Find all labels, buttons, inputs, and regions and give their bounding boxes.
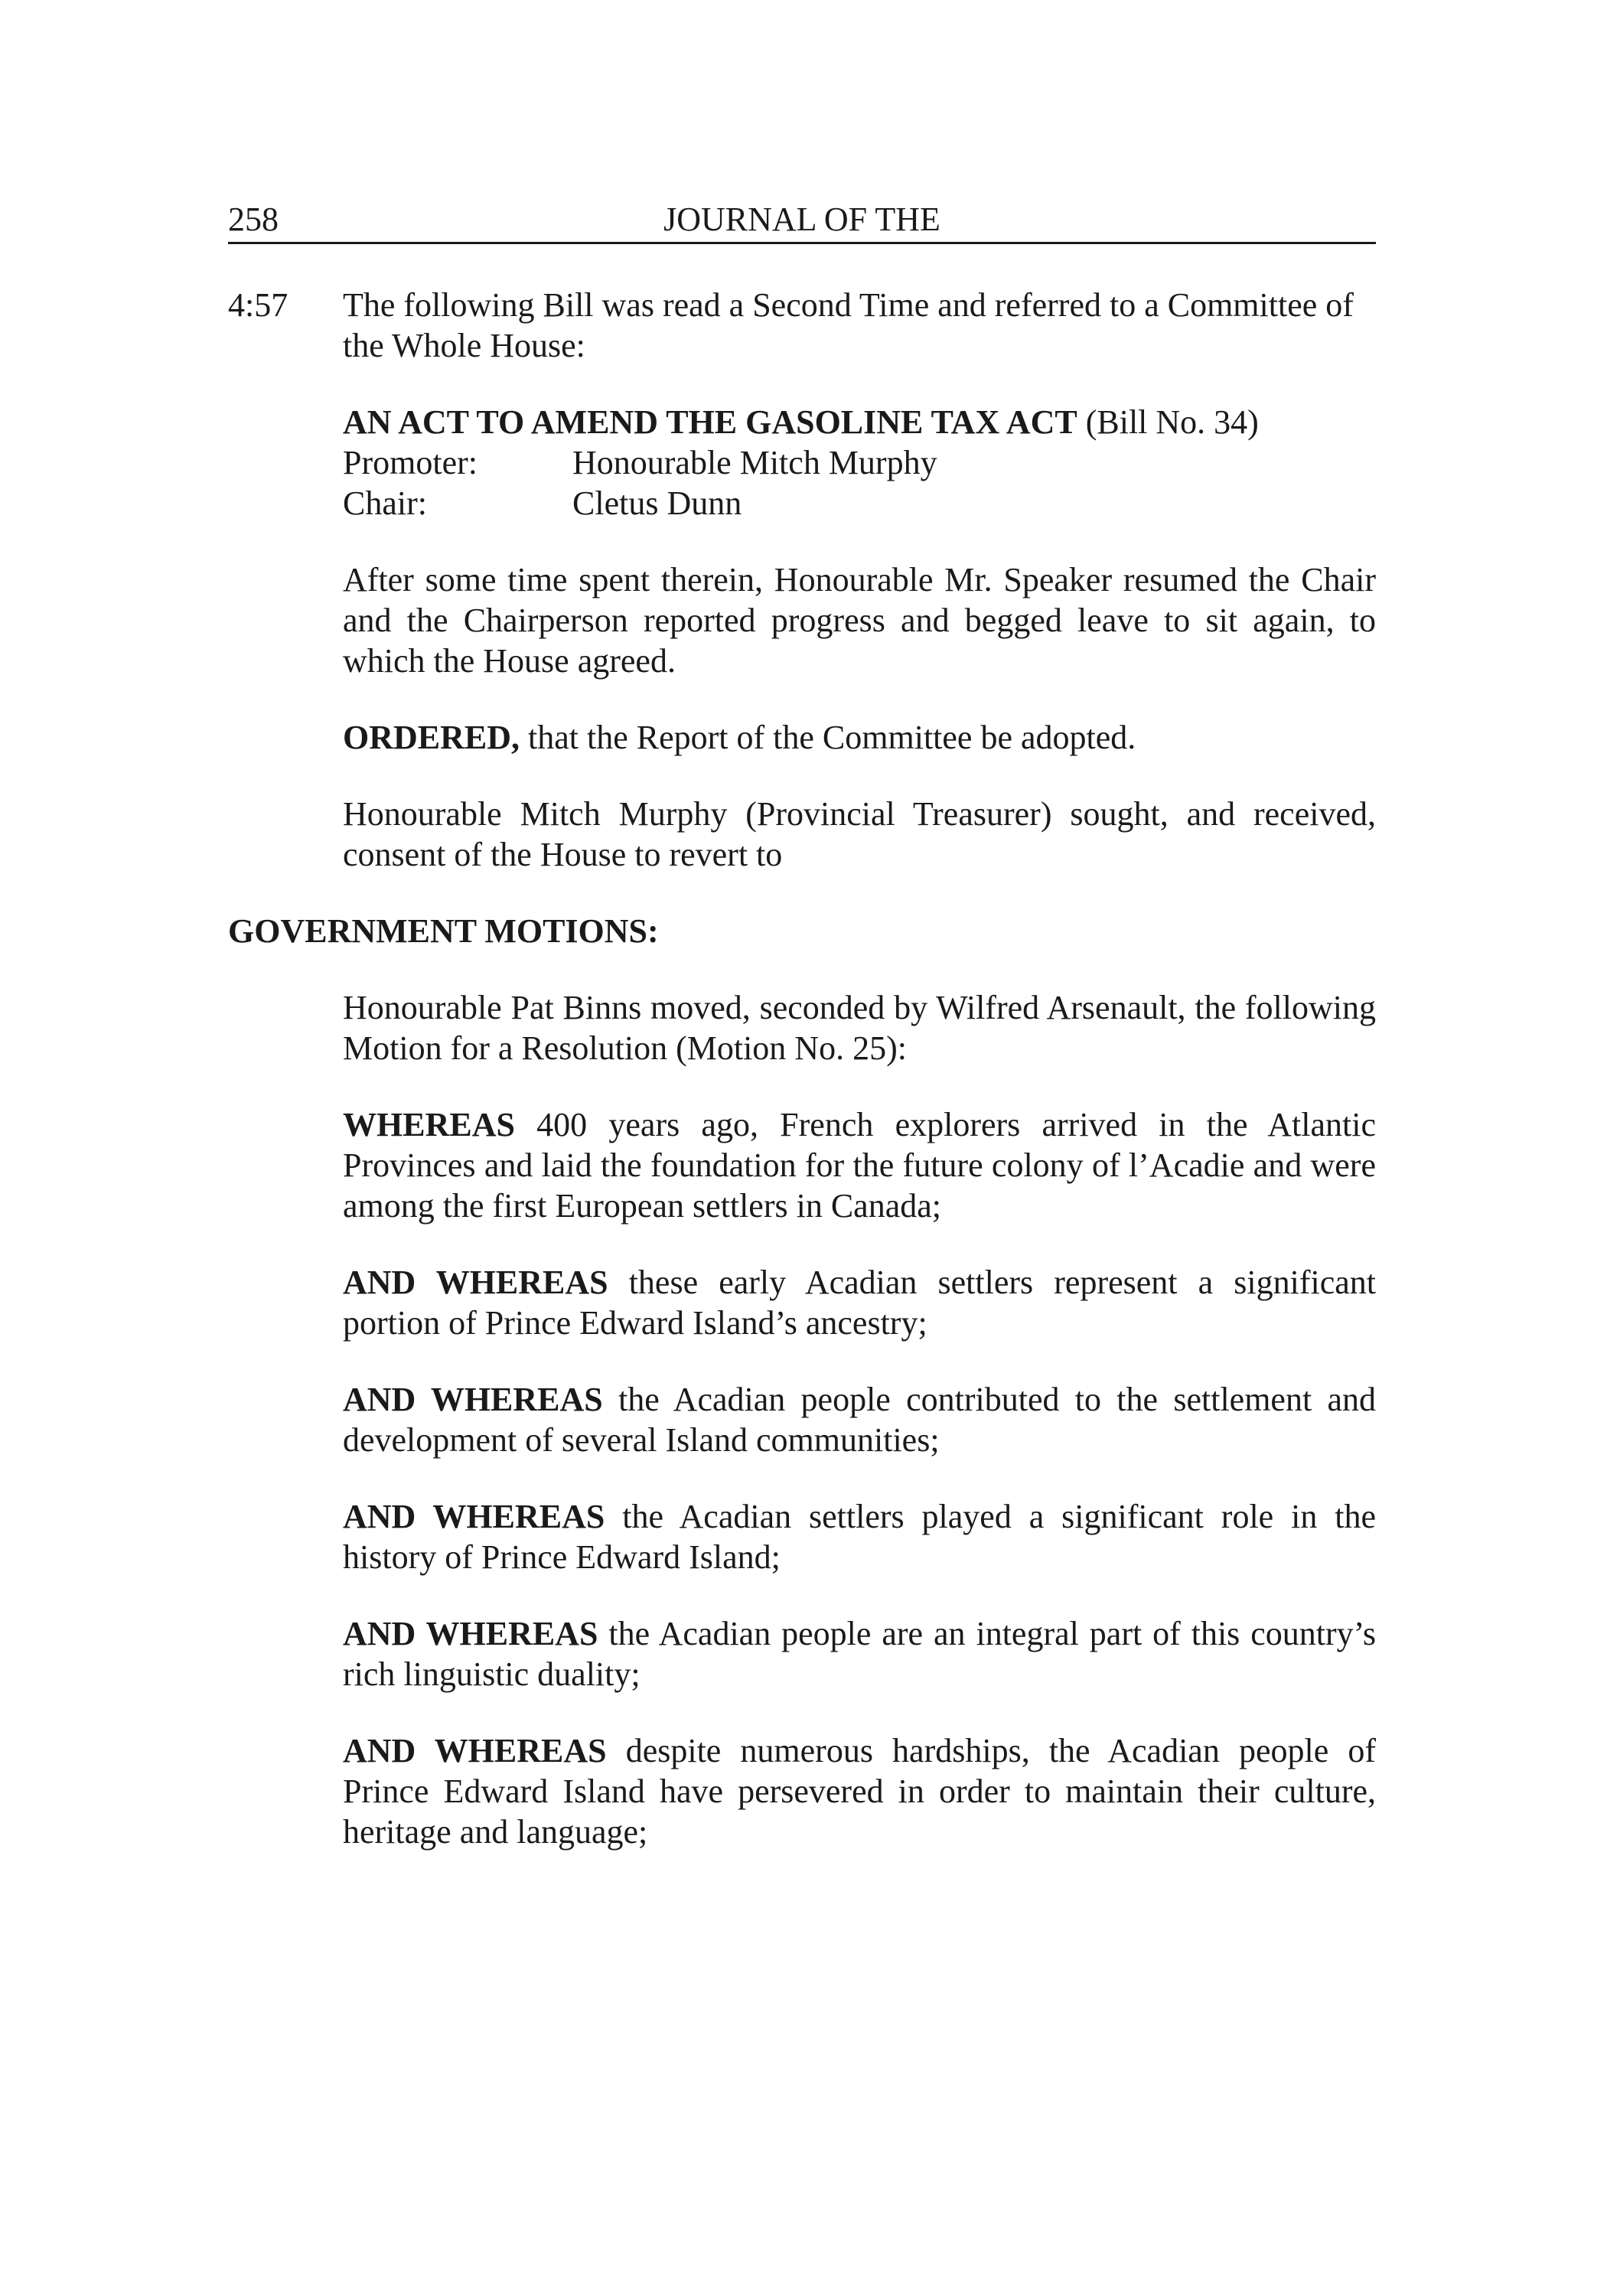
journal-content [228,285,1376,1852]
ordered-keyword: ORDERED, [343,719,520,756]
whereas-text: despite numerous hardships, the Acadian people of Prince Edward Island have persevered in order to maintain their culture, heritage and language; [343,1732,1376,1851]
whereas-keyword: AND WHEREAS [343,1615,598,1652]
whereas-text: these early Acadian settlers represent a significant portion of Prince Edward Island’s ancestry; [343,1264,1376,1342]
promoter-name: Honourable Mitch Murphy [572,444,937,481]
page-header [228,197,1376,244]
chair-name: Cletus Dunn [572,484,742,522]
whereas-keyword: AND WHEREAS [343,1381,603,1418]
whereas-text: the Acadian people are an integral part of this country’s rich linguistic duality; [343,1615,1376,1693]
whereas-keyword: WHEREAS [343,1106,515,1143]
promoter-row [343,442,1376,483]
whereas-text: the Acadian people contributed to the settlement and development of several Island communities; [343,1381,1376,1459]
running-title: JOURNAL OF THE [663,201,940,238]
committee-report-paragraph: After some time spent therein, Honourable Mr. Speaker resumed the Chair and the Chairperson reported progress and begged leave to sit again, to which the House agreed. [343,561,1376,680]
ordered-text: that the Report of the Committee be adopted. [528,719,1136,756]
chair-row [343,483,1376,523]
ordered-paragraph [228,717,1376,758]
whereas-keyword: AND WHEREAS [343,1732,607,1769]
whereas-clause [228,1613,1376,1694]
whereas-text: 400 years ago, French explorers arrived in the Atlantic Provinces and laid the foundation for the future colony of l’Acadie and were among the first European settlers in Canada; [343,1106,1376,1225]
whereas-keyword: AND WHEREAS [343,1498,605,1535]
whereas-clause [228,1496,1376,1577]
bill-number: (Bill No. 34) [1085,403,1259,441]
bill-block [228,402,1376,523]
journal-entry [228,285,1376,366]
whereas-text: the Acadian settlers played a significant role in the history of Prince Edward Island; [343,1498,1376,1576]
whereas-clause [228,1104,1376,1226]
bill-title-line [343,402,1376,442]
entry-text: The following Bill was read a Second Time and referred to a Committee of the Whole House: [343,286,1354,364]
whereas-keyword: AND WHEREAS [343,1264,608,1301]
whereas-clause [228,1379,1376,1460]
page-number: 258 [228,201,279,238]
revert-paragraph: Honourable Mitch Murphy (Provincial Treasurer) sought, and received, consent of the House to revert to [343,795,1376,873]
section-heading: GOVERNMENT MOTIONS: [228,912,659,950]
promoter-label: Promoter: [343,444,478,481]
whereas-clause [228,1262,1376,1343]
motion-intro-paragraph: Honourable Pat Binns moved, seconded by Wilfred Arsenault, the following Motion for a Resolution (Motion No. 25): [343,989,1376,1067]
chair-label: Chair: [343,484,427,522]
bill-title: AN ACT TO AMEND THE GASOLINE TAX ACT [343,403,1077,441]
whereas-clause [228,1730,1376,1852]
entry-time: 4:57 [228,286,288,324]
